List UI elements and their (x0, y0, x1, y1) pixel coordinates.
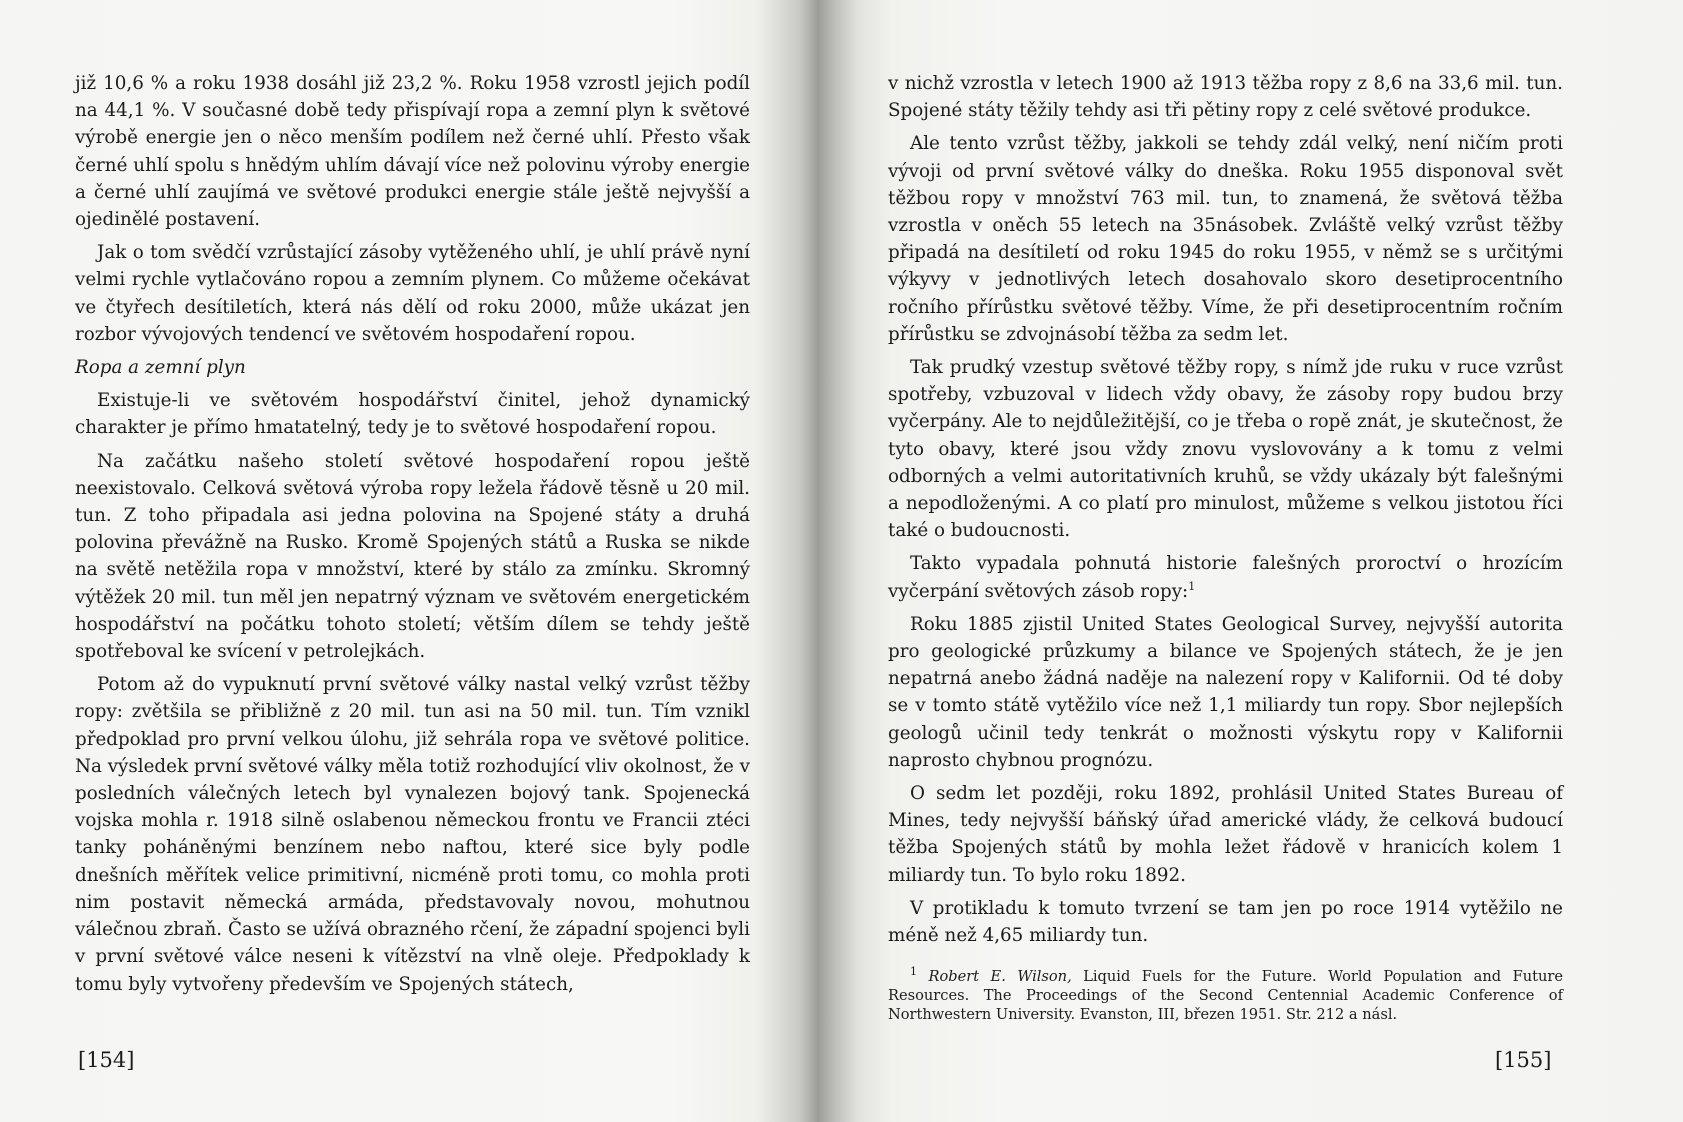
footnote-number: 1 (910, 965, 917, 979)
page-number-right: [155] (1495, 1048, 1552, 1072)
paragraph: Na začátku našeho století světové hospodaření ropou ještě neexistovalo. Celková světová výroba ropy ležela řádově těsně u 20 mil. tun. Z toho připadala asi jedna polovina na Spojené státy a druhá polovina převážně na Rusko. Kromě Spojených států a Ruska se nikde na světě netěžila ropa v množství, které by stálo za zmínku. Skromný výtěžek 20 mil. tun měl jen nepatrný význam ve světovém energetickém hospodářství na počátku tohoto století; větším dílem se tehdy ještě spotřeboval ke svícení v petrolejkách. (75, 450, 750, 663)
section-heading: Ropa a zemní plyn (75, 357, 246, 379)
paragraph: O sedm let později, roku 1892, prohlásil United States Bureau of Mines, tedy nejvyšší báňský úřad americké vlády, že celková budoucí těžba Spojených států by mohla ležet řádově v hranicích kolem 1 miliardy tun. To bylo roku 1892. (888, 783, 1563, 886)
footnote-author: Robert E. Wilson, (928, 968, 1072, 986)
paragraph: Existuje-li ve světovém hospodářství činitel, jehož dynamický charakter je přímo hmatatelný, tedy je to světové hospodaření ropou. (75, 390, 750, 439)
paragraph: V protikladu k tomuto tvrzení se tam jen po roce 1914 vytěžilo ne méně než 4,65 miliardy tun. (888, 897, 1563, 947)
footnote-text: Liquid Fuels for the Future. World Population and Future Resources. The Proceedings of the Second Centennial Academic Conference of Northwestern University. Evanston, III, březen 1951. Str. 212 a násl. (888, 968, 1563, 1024)
left-page (75, 70, 750, 1004)
paragraph: Roku 1885 zjistil United States Geological Survey, nejvyšší autorita pro geologické průzkumy a bilance ve Spojených státech, že je jen nepatrná anebo žádná naděje na nalezení ropy v Kalifornii. Od té doby se v tomto státě vytěžilo více než 1,1 miliardy tun ropy. Sbor nejlepších geologů učinil tedy tenkrát o možnosti výskytu ropy v Kalifornii naprosto chybnou prognózu. (888, 613, 1563, 771)
footnote (888, 967, 1563, 1024)
paragraph: Jak o tom svědčí vzrůstající zásoby vytěženého uhlí, je uhlí právě nyní velmi rychle vytlačováno ropou a zemním plynem. Co můžeme očekávat ve čtyřech desítiletích, která nás dělí od roku 2000, může ukázat jen rozbor vývojových tendencí ve světovém hospodaření ropou. (75, 242, 750, 345)
paragraph-text: Takto vypadala pohnutá historie falešných proroctví o hrozícím vyčerpání světových zásob ropy: (888, 553, 1563, 602)
right-page (888, 70, 1563, 1024)
paragraph: v nichž vzrostla v letech 1900 až 1913 těžba ropy z 8,6 na 33,6 mil. tun. Spojené státy těžily tehdy asi tři pětiny ropy z celé světové produkce. (888, 73, 1563, 122)
footnote-marker: 1 (1188, 579, 1196, 593)
paragraph: Tak prudký vzestup světové těžby ropy, s nímž jde ruku v ruce vzrůst spotřeby, vzbuzoval v lidech vždy obavy, že zásoby ropy budou brzy vyčerpány. Ale to nejdůležitější, co je třeba o ropě znát, je skutečnost, že tyto obavy, které jsou vždy znovu vyslovovány a k tomu z velmi odborných a velmi autoritativních kruhů, se vždy ukázaly být falešnými a nepodloženými. A co platí pro minulost, můžeme s velkou jistotou říci také o budoucnosti. (888, 357, 1563, 542)
paragraph: již 10,6 % a roku 1938 dosáhl již 23,2 %. Roku 1958 vzrostl jejich podíl na 44,1 %. V současné době tedy přispívají ropa a zemní plyn k světové výrobě energie jen o něco menším podílem než černé uhlí. Přesto však černé uhlí spolu s hnědým uhlím dávají více než polovinu výroby energie a černé uhlí zaujímá ve světové produkci energie stále ještě nejvyšší a ojedinělé postavení. (75, 73, 750, 231)
paragraph: Potom až do vypuknutí první světové války nastal velký vzrůst těžby ropy: zvětšila se přibližně z 20 mil. tun asi na 50 mil. tun. Tím vznikl předpoklad pro první velkou úlohu, již sehrála ropa ve světové politice. Na výsledek první světové války měla totiž rozhodující vliv okolnost, že v posledních válečných letech byl vynalezen bojový tank. Spojenecká vojska mohla r. 1918 silně oslabenou německou frontu ve Francii ztéci tanky poháněnými benzínem nebo naftou, které sice byly podle dnešních měřítek velice primitivní, nicméně proti tomu, co mohla proti nim postavit německá armáda, představovaly novou, mohutnou válečnou zbraň. Často se užívá obrazného rčení, že západní spojenci byli v první světové válce neseni k vítězství na vlně oleje. Předpoklady k tomu byly vytvořeny především ve Spojených státech, (75, 674, 750, 995)
paragraph: Ale tento vzrůst těžby, jakkoli se tehdy zdál velký, není ničím proti vývoji od první světové války do dneška. Roku 1955 disponoval svět těžbou ropy v množství 763 mil. tun, to znamená, že světová těžba vzrostla v oněch 55 letech na 35násobek. Zvláště velký vzrůst těžby připadá na desítiletí od roku 1945 do roku 1955, v němž se s určitými výkyvy v jednotlivých letech dosahovalo skoro desetiprocentního ročního přírůstku světové těžby. Víme, že při desetiprocentním ročním přírůstku se zdvojnásobí těžba za sedm let. (888, 133, 1563, 345)
page-number-left: [154] (78, 1048, 135, 1072)
paragraph (888, 550, 1563, 604)
